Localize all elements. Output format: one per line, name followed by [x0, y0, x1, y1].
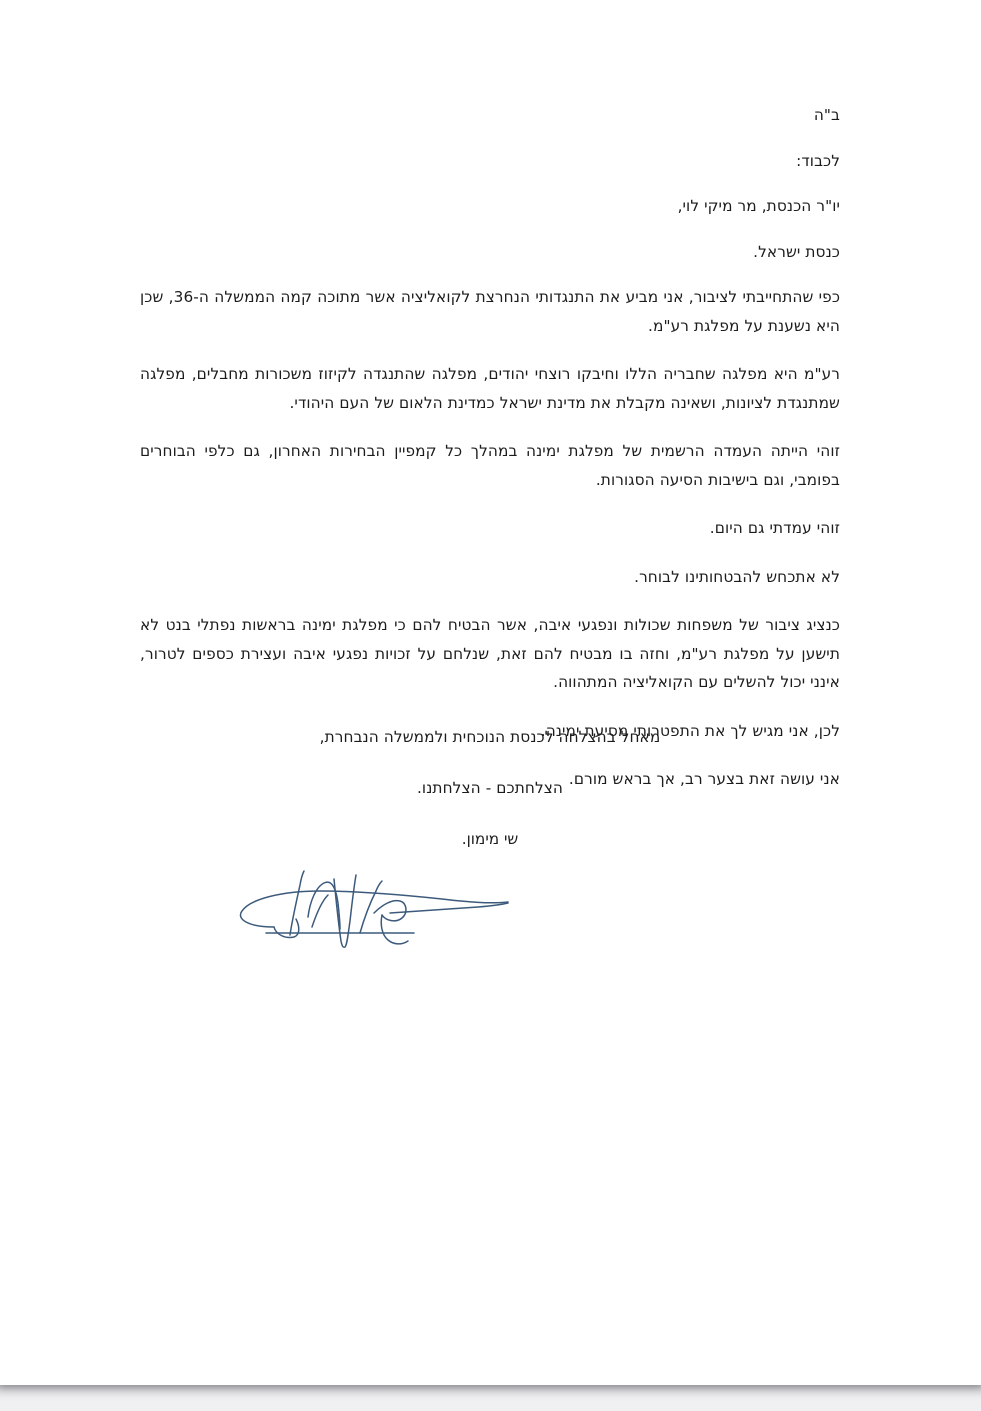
closing-wish-line: מאחל בהצלחה לכנסת הנוכחית ולממשלה הנבחרת,: [319, 728, 661, 746]
salutation-label: לכבוד:: [796, 151, 840, 170]
body-paragraph: זוהי הייתה העמדה הרשמית של מפלגת ימינה במהלך כל קמפיין הבחירות האחרון, גם כלפי הבוחרים בפומבי, וגם בישיבות הסיעה הסגורות.: [140, 442, 840, 489]
invocation-line: ב"ה: [813, 106, 840, 124]
body-paragraph: לא אתכחש להבטחותינו לבוחר.: [634, 567, 840, 586]
body-paragraph: זוהי עמדתי גם היום.: [709, 519, 840, 537]
body-paragraph: כנציג ציבור של משפחות שכולות ונפגעי איבה, אשר הבטיח להם כי מפלגת ימינה בראשות נפתלי בנט לא תישען על מפלגת רע"מ, וחזה בו מבטיח להם זאת, שנלחם על זכויות נפגעי איבה ועצירת כספים לטרור, אינני יכול להשלים עם הקואליציה המתהווה.: [140, 616, 840, 691]
signer-name: שי מימון.: [461, 830, 519, 848]
letter-header: [140, 101, 840, 283]
recipient-institution: כנסת ישראל.: [753, 242, 840, 261]
body-paragraph: לכן, אני מגיש לך את התפטרותי מסיעת ימינה.: [540, 721, 840, 740]
recipient-title: יו"ר הכנסת, מר מיקי לוי,: [677, 197, 840, 215]
handwritten-signature-icon: [228, 855, 528, 955]
body-paragraph: אני עושה זאת בצער רב, אך בראש מורם.: [568, 770, 840, 788]
letter-closing: [140, 723, 840, 824]
signature-block: [228, 855, 528, 955]
body-paragraph: כפי שהתחייבתי לציבור, אני מביע את התנגדותי הנחרצת לקואליציה אשר מתוכה קמה הממשלה ה-36, שכן היא נשענת על מפלגת רע"מ.: [140, 288, 841, 335]
closing-motto-line: הצלחתכם - הצלחתנו.: [416, 778, 564, 797]
body-paragraph: רע"מ היא מפלגה שחבריה הללו וחיבקו רוצחי יהודים, מפלגה שהתנגדה לקיזוז משכורות מחבלים, מפלגה שמתנגדת לציונות, ושאינה מקבלת את מדינת ישראל כמדינת הלאום של העם היהודי.: [140, 365, 840, 412]
page-bottom-shadow: [0, 1385, 981, 1403]
